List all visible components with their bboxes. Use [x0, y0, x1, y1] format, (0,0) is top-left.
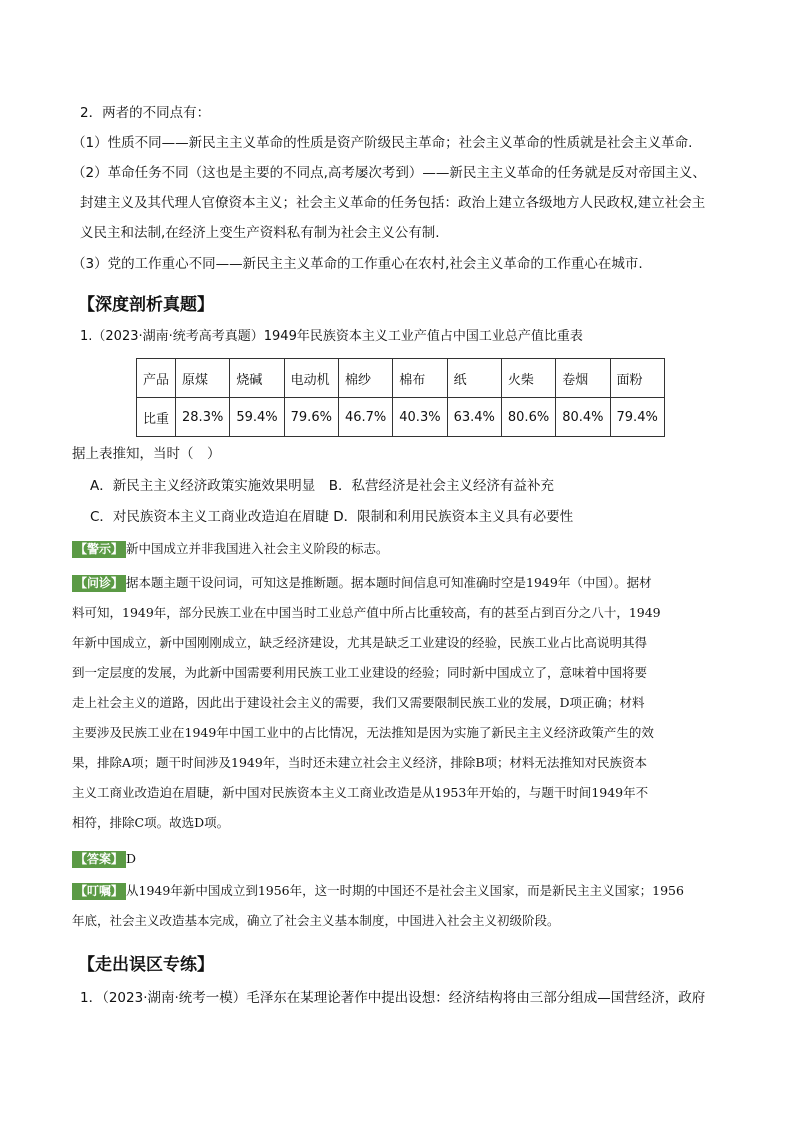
table-cell: 原煤: [176, 359, 230, 398]
table-cell: 棉纱: [338, 359, 392, 398]
data-table: [136, 358, 665, 437]
diagnosis-tag: 【问诊】: [72, 575, 126, 592]
table-cell: 棉布: [393, 359, 447, 398]
diagnosis-line: 主要涉及民族工业在1949年中国工业中的占比情况，无法推知是因为实施了新民主主义经济政策产生的效: [72, 725, 654, 740]
table-cell: 79.6%: [284, 398, 338, 437]
table-cell: 火柴: [501, 359, 555, 398]
table-cell: 卷烟: [556, 359, 610, 398]
question-prompt: 据上表推知，当时（ ）: [72, 446, 221, 462]
section-heading-practice: 【走出误区专练】: [78, 955, 214, 975]
reminder-line-2: 年底，社会主义改造基本完成，确立了社会主义基本制度，中国进入社会主义初级阶段。: [72, 913, 560, 928]
table-cell: 面粉: [610, 359, 664, 398]
diagnosis-line: 果，排除A项；题干时间涉及1949年，当时还未建立社会主义经济，排除B项；材料无法推知对民族资本: [72, 755, 648, 770]
question-stem: 1.（2023·湖南·统考高考真题）1949年民族资本主义工业产值占中国工业总产值比重表: [80, 329, 583, 344]
diff-point-2-line-1: （2）革命任务不同（这也是主要的不同点,高考屡次考到）——新民主主义革命的任务就是反对帝国主义、: [72, 165, 706, 181]
diagnosis-line: 主义工商业改造迫在眉睫，新中国对民族资本主义工商业改造是从1953年开始的，与题干时间1949年不: [72, 785, 649, 800]
warning-tag: 【警示】: [72, 541, 126, 558]
table-cell: 79.4%: [610, 398, 664, 437]
answer-line: [72, 850, 136, 868]
table-cell: 80.4%: [556, 398, 610, 437]
diagnosis-line: 年新中国成立，新中国刚刚成立，缺乏经济建设，尤其是缺乏工业建设的经验，民族工业占比高说明其得: [72, 635, 648, 650]
table-row: [137, 359, 665, 398]
reminder-text: 从1949年新中国成立到1956年，这一时期的中国还不是社会主义国家，而是新民主主义国家；1956: [126, 883, 684, 898]
diagnosis-line: 走上社会主义的道路，因此出于建设社会主义的需要，我们又需要限制民族工业的发展，D项正确；材料: [72, 695, 645, 710]
table-cell: 28.3%: [176, 398, 230, 437]
table-cell: 纸: [447, 359, 501, 398]
diagnosis-text: 据本题主题干设问词，可知这是推断题。据本题时间信息可知准确时空是1949年（中国）。据材: [126, 575, 652, 590]
section-heading-deep-analysis: 【深度剖析真题】: [78, 295, 214, 315]
table-cell: 烧碱: [230, 359, 284, 398]
diff-point-2-line-3: 义民主和法制,在经济上变生产资料私有制为社会主义公有制.: [80, 225, 440, 241]
table-cell: 电动机: [284, 359, 338, 398]
diagnosis-line: 料可知，1949年，部分民族工业在中国当时工业总产值中所占比重较高，有的甚至占到百分之八十，1949: [72, 605, 661, 620]
options-c-d: C．对民族资本主义工商业改造迫在眉睫 D．限制和利用民族资本主义具有必要性: [90, 509, 574, 525]
warning-line: [72, 540, 389, 558]
warning-text: 新中国成立并非我国进入社会主义阶段的标志。: [126, 541, 389, 556]
options-a-b: A．新民主主义经济政策实施效果明显 B．私营经济是社会主义经济有益补充: [90, 478, 554, 494]
diagnosis-line-1: [72, 574, 652, 592]
table-row: [137, 398, 665, 437]
table-cell: 40.3%: [393, 398, 447, 437]
table-cell: 59.4%: [230, 398, 284, 437]
table-cell: 46.7%: [338, 398, 392, 437]
diagnosis-line: 到一定层度的发展，为此新中国需要利用民族工业工业建设的经验；同时新中国成立了，意味着中国将要: [72, 665, 648, 680]
table-cell: 63.4%: [447, 398, 501, 437]
diff-point-3: （3）党的工作重心不同——新民主主义革命的工作重心在农村,社会主义革命的工作重心在城市.: [72, 256, 643, 272]
answer-text: D: [126, 851, 137, 866]
reminder-line-1: [72, 882, 684, 900]
diff-point-2-line-2: 封建主义及其代理人官僚资本主义；社会主义革命的任务包括：政治上建立各级地方人民政权,建立社会主: [80, 195, 706, 211]
answer-tag: 【答案】: [72, 851, 126, 868]
diff-title: 2．两者的不同点有：: [80, 105, 211, 121]
table-cell: 80.6%: [501, 398, 555, 437]
reminder-tag: 【叮嘱】: [72, 883, 126, 900]
table-cell: 产品: [137, 359, 176, 398]
table-cell: 比重: [137, 398, 176, 437]
practice-question-stem: 1．（2023·湖南·统考一模）毛泽东在某理论著作中提出设想：经济结构将由三部分组成—国营经济，政府: [80, 990, 706, 1006]
diff-point-1: （1）性质不同——新民主主义革命的性质是资产阶级民主革命；社会主义革命的性质就是社会主义革命.: [72, 135, 693, 151]
diagnosis-line: 相符，排除C项。故选D项。: [72, 815, 230, 830]
